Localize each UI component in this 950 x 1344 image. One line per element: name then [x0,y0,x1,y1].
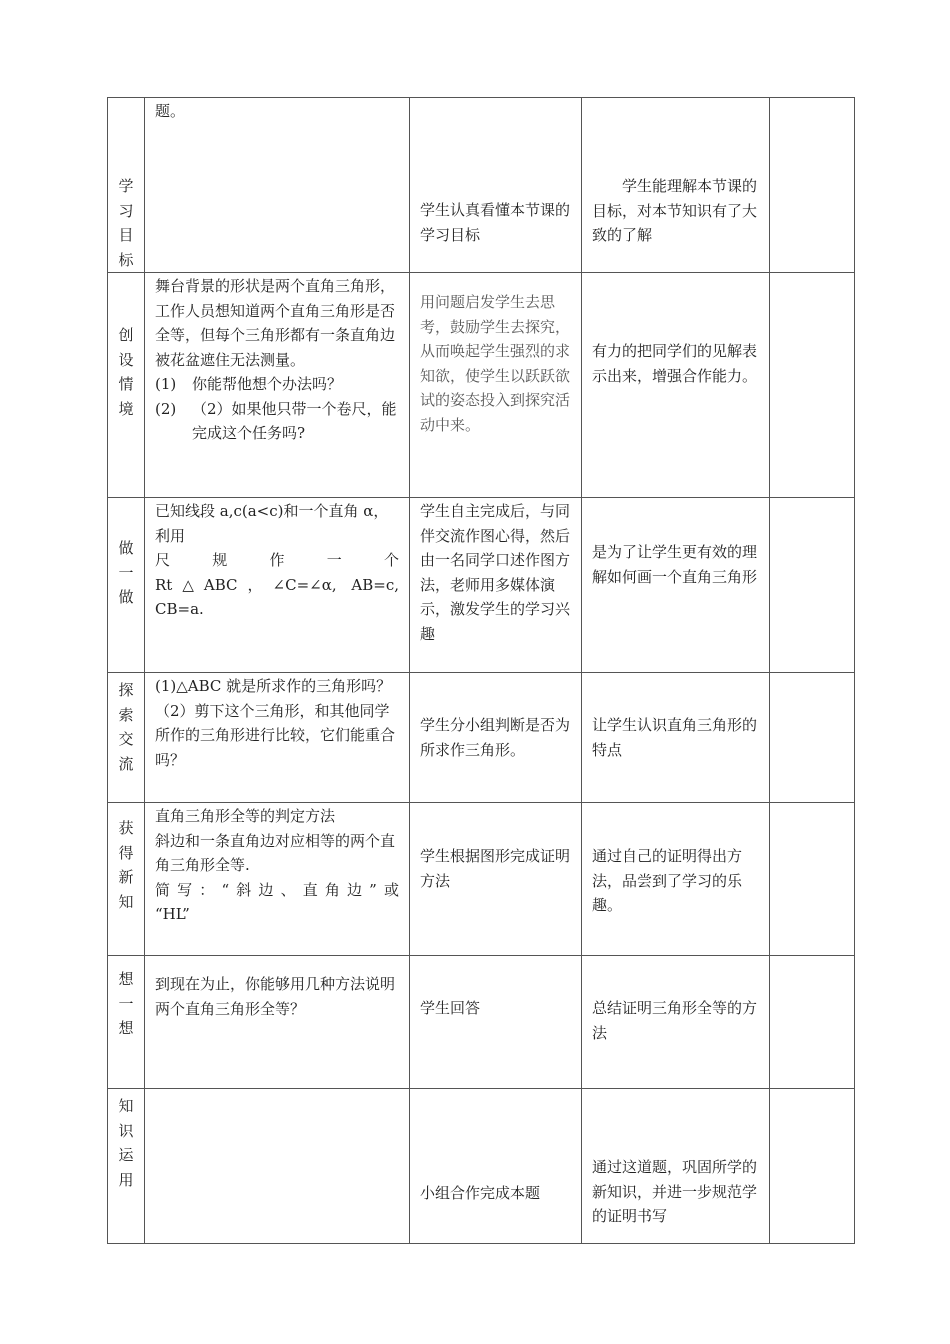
table-row [108,673,855,803]
student-activity-cell [410,956,582,1089]
content-text: 斜边和一条直角边对应相等的两个直角三角形全等. [155,831,396,874]
content-text: 尺 规 作 一 个 [155,551,399,569]
design-intent-cell [582,956,770,1089]
table-row [108,803,855,956]
stage-label: 探索交流 [118,681,134,773]
stage-label: 获得新知 [118,819,134,911]
content-cell [145,1089,410,1244]
student-activity-cell [410,498,582,673]
notes-cell [770,273,855,498]
student-activity-cell [410,273,582,498]
content-text: 已知线段 a,c(a<c)和一个直角 α，利用 [155,502,389,545]
stage-label: 想一想 [118,970,134,1037]
student-activity-cell [410,803,582,956]
student-activity-text: 小组合作完成本题 [420,1184,541,1202]
design-intent-text: 让学生认识直角三角形的特点 [592,716,758,759]
design-intent-text: 通过这道题，巩固所学的新知识，并进一步规范学的证明书写 [592,1158,758,1225]
stage-cell [108,498,145,673]
stage-label: 学习目标 [118,177,134,269]
design-intent-cell [582,803,770,956]
item-number: (2) [155,399,177,418]
stage-cell [108,673,145,803]
content-text: 直角三角形全等的判定方法 [155,807,336,825]
design-intent-text: 通过自己的证明得出方法，品尝到了学习的乐趣。 [592,847,743,914]
stage-label: 知识运用 [118,1097,134,1189]
design-intent-cell [582,1089,770,1244]
item-text: 你能帮他想个办法吗？ [192,375,343,393]
stage-cell [108,1089,145,1244]
notes-cell [770,673,855,803]
notes-cell [770,498,855,673]
student-activity-text: 学生自主完成后，与同伴交流作图心得，然后由一名同学口述作图方法，老师用多媒体演示，激发学生的学习兴趣 [420,502,571,643]
design-intent-text: 是为了让学生更有效的理解如何画一个直角三角形 [592,543,758,586]
table-row [108,273,855,498]
content-text: 题。 [155,102,186,120]
stage-cell [108,98,145,273]
notes-cell [770,98,855,273]
student-activity-text: 用问题启发学生去思考，鼓励学生去探究，从而唤起学生强烈的求知欲，使学生以跃跃欲试的姿态投入到探究活动中来。 [420,293,571,434]
content-text: 简写：“斜边、直角边”或 [155,880,399,899]
student-activity-cell [410,98,582,273]
student-activity-text: 学生分小组判断是否为所求作三角形。 [420,716,571,759]
design-intent-text: 学生能理解本节课的目标，对本节知识有了大致的了解 [592,177,758,244]
design-intent-cell [582,98,770,273]
content-text: 舞台背景的形状是两个直角三角形，工作人员想知道两个直角三角形是否全等，但每个三角形都有一条直角边被花盆遮住无法测量。 [155,277,396,369]
content-text: （2）剪下这个三角形，和其他同学所作的三角形进行比较，它们能重合吗？ [155,701,396,769]
content-cell [145,956,410,1089]
notes-cell [770,1089,855,1244]
student-activity-text: 学生认真看懂本节课的学习目标 [420,201,571,244]
stage-cell [108,273,145,498]
table-row [108,956,855,1089]
student-activity-text: 学生根据图形完成证明方法 [420,847,571,890]
student-activity-cell [410,1089,582,1244]
notes-cell [770,803,855,956]
stage-label: 做一做 [118,539,134,606]
lesson-plan-table [107,97,855,1244]
design-intent-cell [582,498,770,673]
content-cell [145,273,410,498]
list-item [155,372,399,397]
notes-cell [770,956,855,1089]
table-row [108,1089,855,1244]
content-cell [145,803,410,956]
content-text: Rt△ABC，∠C=∠α, AB=c, [155,575,399,594]
table-row [108,98,855,273]
table-row [108,498,855,673]
item-text: （2）如果他只带一个卷尺，能完成这个任务吗? [192,399,397,442]
item-number: (1) [155,375,177,393]
content-text: “HL” [155,905,190,923]
content-text: (1)△ABC 就是所求作的三角形吗？ [155,677,392,695]
content-cell [145,498,410,673]
content-text: CB=a. [155,600,204,618]
design-intent-text: 总结证明三角形全等的方法 [592,999,758,1042]
student-activity-text: 学生回答 [420,999,481,1017]
content-cell [145,673,410,803]
design-intent-cell [582,673,770,803]
stage-cell [108,956,145,1089]
content-text: 到现在为止，你能够用几种方法说明两个直角三角形全等？ [155,975,396,1018]
student-activity-cell [410,673,582,803]
stage-cell [108,803,145,956]
design-intent-text: 有力的把同学们的见解表示出来，增强合作能力。 [592,342,758,385]
design-intent-cell [582,273,770,498]
list-item [155,397,399,446]
stage-label: 创设情境 [118,326,134,418]
content-cell [145,98,410,273]
